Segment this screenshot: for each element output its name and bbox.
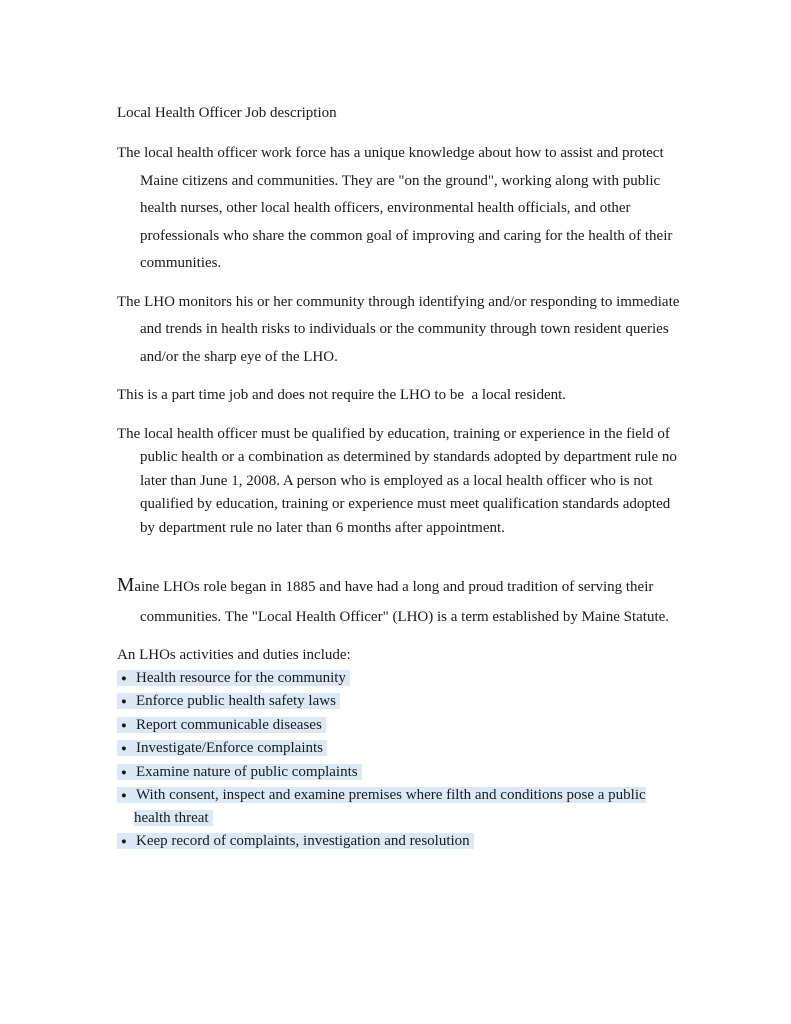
paragraph-monitoring: The LHO monitors his or her community through identifying and/or responding to immediate and trends in health risks to individuals or the community through town resident queries and/or the sharp eye of the LHO. [117,293,684,365]
list-item [117,690,683,713]
duties-bullet-list [117,667,683,853]
highlight-span [117,670,350,686]
bullet-icon: ● [121,674,127,684]
paragraph-workforce: The local health officer work force has a unique knowledge about how to assist and protect Maine citizens and communities. They are "on the ground", working along with public health nurses, other local health officers, environmental health officials, and other professionals who share the common goal of improving and caring for the health of their communities. [117,145,677,271]
list-item [117,737,683,760]
list-item-text: Health resource for the community [136,670,346,686]
maine-paragraph-text: aine LHOs role began in 1885 and have had a long and proud tradition of serving their communities. The "Local Health Officer" (LHO) is a term established by Maine Statute. [134,579,670,625]
list-item-text: Investigate/Enforce complaints [136,740,324,757]
list-item [117,761,683,784]
bullet-icon: ● [121,836,127,847]
list-intro: An LHOs activities and duties include: [117,647,351,663]
highlight-span [117,693,340,709]
paragraph-maine-history [117,571,683,632]
list-item-text: With consent, inspect and examine premises where filth and conditions pose a public health threat [134,787,646,827]
list-item [117,830,683,853]
paragraph-qualification: The local health officer must be qualified by education, training or experience in the field of public health or a combination as determined by standards adopted by department rule no later than June 1, 2008. A person who is employed as a local health officer who is not qualified by education, training or experience must meet qualification standards adopted by department rule no later than 6 months after appointment. [117,425,681,536]
bullet-icon: ● [121,767,127,778]
list-item [117,667,683,690]
highlight-span [117,764,362,780]
highlight-span [117,740,327,756]
list-item-text: Examine nature of public complaints [136,763,358,780]
list-item [117,784,683,830]
document-title: Local Health Officer Job description [117,105,337,121]
bullet-icon: ● [121,720,127,731]
list-item-text: Enforce public health safety laws [136,693,336,710]
highlight-span [117,717,326,733]
maine-initial-cap: M [117,575,135,596]
highlight-span [117,787,646,826]
bullet-icon: ● [121,791,127,802]
bullet-icon: ● [121,697,127,708]
list-item-text: Keep record of complaints, investigation and resolution [136,832,470,849]
list-item-text: Report communicable diseases [136,716,322,733]
list-item [117,714,683,737]
bullet-icon: ● [121,744,127,755]
highlight-span [117,833,474,849]
paragraph-part-time: This is a part time job and does not require the LHO to be a local resident. [117,387,567,403]
